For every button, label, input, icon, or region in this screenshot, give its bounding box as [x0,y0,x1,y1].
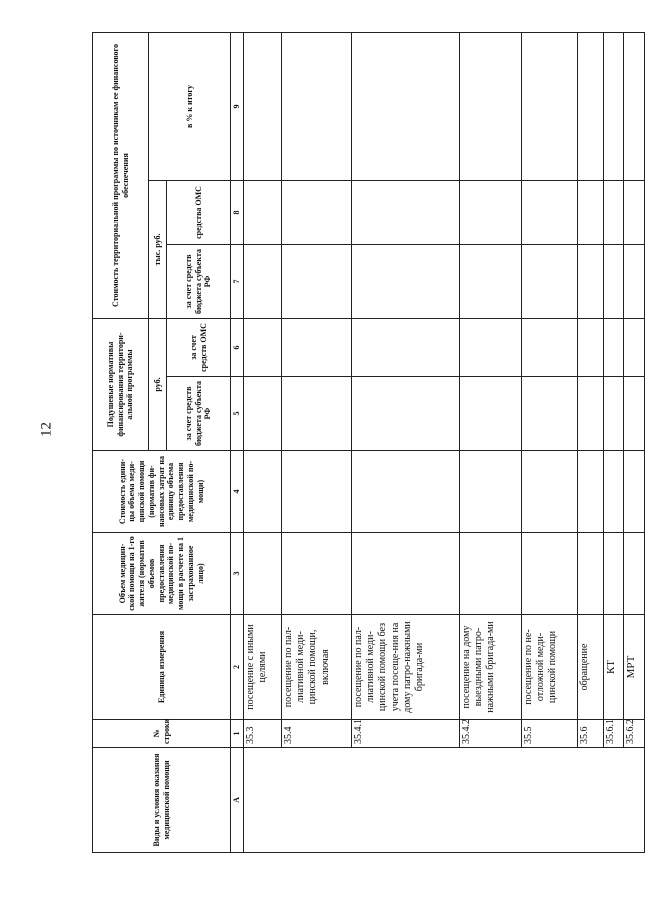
header-per-capita: Подушевые нормативы финансирования территори-альной программы [93,318,149,450]
value-cell [624,244,645,318]
value-cell [604,32,624,180]
col-number: 3 [231,533,244,615]
value-cell [282,318,352,376]
value-cell [352,377,460,451]
value-cell [244,377,282,451]
unit-cell: посещение по пал-лиативной меди-цинской помощи без учета посеще-ния на дому патро-нажными бригада-ми [352,615,460,720]
col-number: 4 [231,451,244,533]
header-types-conditions: Виды и условия оказания медицинской помощи [93,748,231,853]
unit-cell: посещение по не-отложной меди-цинской помощи [522,615,578,720]
table-row [604,32,624,852]
value-cell [352,244,460,318]
cell-type [244,748,645,853]
row-number: 35.6.1 [604,720,624,748]
value-cell [460,318,522,376]
col-number: 6 [231,318,244,376]
col-number: 9 [231,32,244,180]
row-number: 35.3 [244,720,282,748]
value-cell [604,533,624,615]
value-cell [460,180,522,244]
value-cell [578,451,604,533]
value-cell [522,32,578,180]
col-number: 8 [231,180,244,244]
value-cell [578,377,604,451]
value-cell [460,244,522,318]
value-cell [282,244,352,318]
value-cell [460,377,522,451]
rotated-page [92,33,637,853]
value-cell [244,32,282,180]
value-cell [352,32,460,180]
col-number: 1 [231,720,244,748]
data-table [92,32,645,853]
value-cell [352,451,460,533]
value-cell [624,377,645,451]
unit-cell: посещение по пал-лиативной меди-цинской помощи, включая [282,615,352,720]
value-cell [282,180,352,244]
value-cell [352,533,460,615]
header-cost-program: Стоимость территориальной программы по источникам ее финансового обеспечения [93,32,149,318]
value-cell [282,32,352,180]
value-cell [460,32,522,180]
value-cell [624,318,645,376]
table-body [244,32,645,852]
value-cell [352,318,460,376]
row-number: 35.5 [522,720,578,748]
value-cell [522,533,578,615]
value-cell [604,180,624,244]
row-number: 35.4 [282,720,352,748]
table-row [460,32,522,852]
header-unit-cost: Стоимость едини-цы объема меди-цинской помощи (норматив фи-нансовых затрат на единицу объема предоставления медицинской по-мощи) [93,451,231,533]
table-row [624,32,645,852]
unit-cell: обращение [578,615,604,720]
value-cell [522,377,578,451]
col-number: 5 [231,377,244,451]
value-cell [282,377,352,451]
value-cell [460,533,522,615]
unit-cell: КТ [604,615,624,720]
value-cell [244,318,282,376]
header-budget2: за счет средств бюджета субъекта РФ [167,244,231,318]
value-cell [578,533,604,615]
header-budget: за счет средств бюджета субъекта РФ [167,377,231,451]
value-cell [522,180,578,244]
value-cell [578,244,604,318]
col-number: 2 [231,615,244,720]
table-row [244,32,282,852]
value-cell [624,451,645,533]
table-row [352,32,460,852]
value-cell [578,180,604,244]
value-cell [604,318,624,376]
row-number: 35.6 [578,720,604,748]
col-number: А [231,748,244,853]
header-oms2: средства ОМС [167,180,231,244]
value-cell [244,244,282,318]
value-cell [624,180,645,244]
value-cell [604,451,624,533]
table-row [522,32,578,852]
page-number: 12 [38,422,55,437]
value-cell [578,32,604,180]
value-cell [244,180,282,244]
value-cell [604,377,624,451]
value-cell [282,451,352,533]
header-row-no: № строки [93,720,231,748]
col-number: 7 [231,244,244,318]
unit-cell: посещение на дому выездными патро-нажными бригада-ми [460,615,522,720]
value-cell [624,32,645,180]
row-number: 35.4.2 [460,720,522,748]
unit-cell: посещение с иными целями [244,615,282,720]
unit-cell: МРТ [624,615,645,720]
table-row [282,32,352,852]
value-cell [522,318,578,376]
table-row [578,32,604,852]
header-percent: в % к итогу [149,32,231,180]
value-cell [244,533,282,615]
value-cell [352,180,460,244]
value-cell [604,244,624,318]
header-oms: за счет средств ОМС [167,318,231,376]
value-cell [624,533,645,615]
header-rub: руб. [149,318,167,450]
row-number: 35.6.2 [624,720,645,748]
value-cell [244,451,282,533]
value-cell [578,318,604,376]
row-number: 35.4.1 [352,720,460,748]
header-unit: Единица измерения [93,615,231,720]
header-volume: Объем медицин-ской помощи на 1-го жителя (норматив объемов предоставления медицинской по-мощи в расчете на 1 застрахованное лицо) [93,533,231,615]
header-thousand-rub: тыс. руб. [149,180,167,318]
value-cell [460,451,522,533]
value-cell [522,244,578,318]
value-cell [522,451,578,533]
value-cell [282,533,352,615]
